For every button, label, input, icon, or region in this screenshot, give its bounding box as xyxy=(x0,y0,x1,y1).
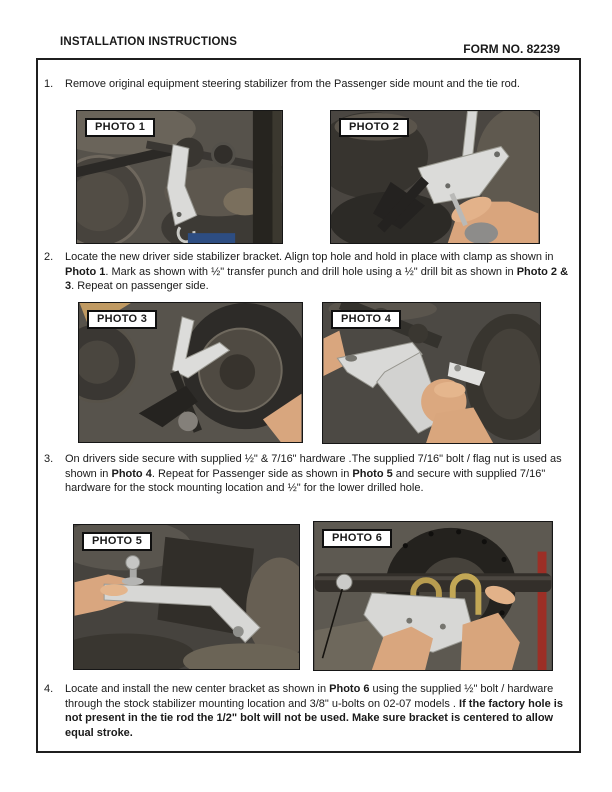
instructions-border-box xyxy=(36,58,581,753)
form-number: FORM NO. 82239 xyxy=(463,42,560,56)
step-2 xyxy=(44,250,574,294)
photo-3-label: PHOTO 3 xyxy=(87,310,157,329)
photo-1-label: PHOTO 1 xyxy=(85,118,155,137)
photo-4-label: PHOTO 4 xyxy=(331,310,401,329)
photo-5 xyxy=(73,524,300,670)
step-1 xyxy=(44,77,574,92)
step-4 xyxy=(44,682,578,741)
photo-2 xyxy=(330,110,540,244)
photo-6 xyxy=(313,521,553,671)
photo-5-label: PHOTO 5 xyxy=(82,532,152,551)
step-2-number: 2. xyxy=(44,251,54,263)
step-4-number: 4. xyxy=(44,683,54,695)
step-3 xyxy=(44,452,576,496)
page-title: INSTALLATION INSTRUCTIONS xyxy=(60,36,238,48)
photo-4 xyxy=(322,302,541,444)
step-4-text: Locate and install the new center bracket as shown in Photo 6 using the supplied ½" bolt / hardware through the stock stabilizer mounting location and 3/8" u-bolts on 02-07 models . If the factory hole is not present in the tie rod the 1/2" bolt will not be used. Make sure bracket is centered to allow equal stroke. xyxy=(65,683,563,739)
step-1-text: Remove original equipment steering stabilizer from the Passenger side mount and the tie rod. xyxy=(65,78,520,90)
photo-3 xyxy=(78,302,303,443)
photo-2-label: PHOTO 2 xyxy=(339,118,409,137)
photo-1 xyxy=(76,110,283,244)
step-2-text: Locate the new driver side stabilizer bracket. Align top hole and hold in place with clamp as shown in Photo 1. Mark as shown with ½" transfer punch and drill hole using a ½" drill bit as shown in Photo 2 & 3. Repeat on passenger side. xyxy=(65,251,569,293)
photo-6-label: PHOTO 6 xyxy=(322,529,392,548)
step-1-number: 1. xyxy=(44,78,54,90)
step-3-number: 3. xyxy=(44,453,54,465)
step-3-text: On drivers side secure with supplied ½" & 7/16" hardware .The supplied 7/16" bolt / flag nut is used as shown in Photo 4. Repeat for Passenger side as shown in Photo 5 and secure with supplied 7/16" hardware for the stock mounting location and ½" for the lower drilled hole. xyxy=(65,453,562,495)
